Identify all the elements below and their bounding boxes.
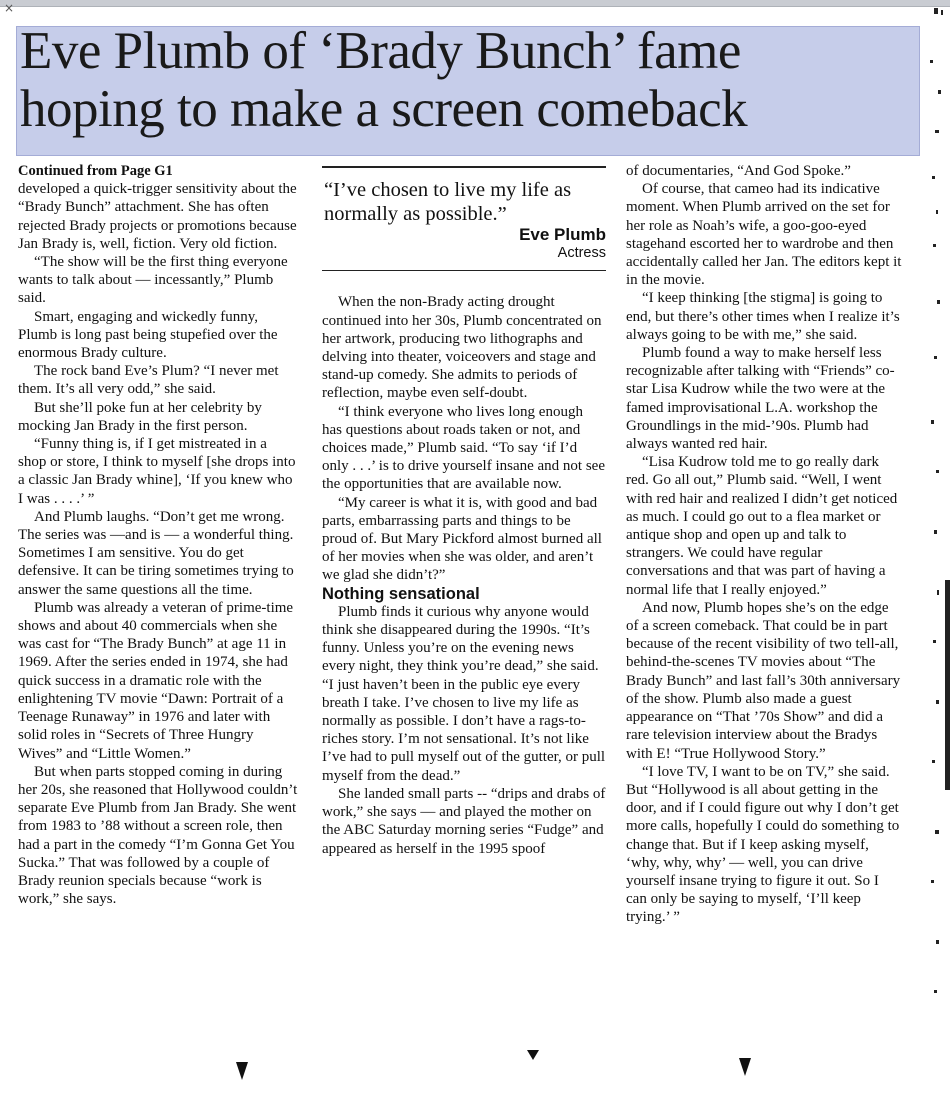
paragraph: She landed small parts -- “drips and drabs of work,” she says — and played the mother on the ABC Saturday morning series “Fudge” and appeared as herself in the 1995 spoof — [322, 785, 606, 857]
paragraph: Plumb finds it curious why anyone would think she disappeared during the 1990s. “It’s funny. Unless you’re on the evening news every night, they think you’re dead,” she said. “I just haven’t been in the public eye every breath I take. I’ve chosen to live my life as normally as possible. I don’t have a rags-to-riches story. I’m not sensational. It’s not like I’ve had to pull myself out of the gutter, or pull myself from the dead.” — [322, 603, 606, 784]
paragraph: “I love TV, I want to be on TV,” she said. But “Hollywood is all about getting in the door, and if I could figure out why I don’t get more calls, hopefully I could do something to change that. But if I keep asking myself, ‘why, why, why’ — well, you can drive yourself insane trying to figure it out. So I can only be saying to myself, ‘I’ll keep trying.’ ” — [626, 763, 900, 926]
paragraph: And now, Plumb hopes she’s on the edge of a screen comeback. That could be in part because of the recent visibility of two tell-all, behind-the-scenes TV movies about “The Brady Bunch” and last fall’s 30th anniversary of the show. Plumb also made a guest appearance on “That ’70s Show” and did a rare television interview about the Bradys with E! “True Hollywood Story.” — [626, 599, 901, 762]
paragraph: Plumb found a way to make herself less recognizable after talking with “Friends” co-star Lisa Kudrow while the two were at the famed improvisational L.A. workshop the Groundlings in the mid-’90s. Plumb had always wanted red hair. — [626, 345, 895, 453]
end-of-column-marker — [739, 1058, 751, 1076]
paragraph: “Lisa Kudrow told me to go really dark red. Go all out,” Plumb said. “Well, I went with red hair and realized I didn’t get noticed as much. I could go out to a flea market or antique shop and open up and talk to strangers. We could have regular conversations and that was part of having a normal life that I really enjoyed.” — [626, 454, 898, 598]
headline-line-2: hoping to make a screen comeback — [20, 80, 748, 138]
paragraph: of documentaries, “And God Spoke.” — [626, 163, 851, 179]
paragraph: “My career is what it is, with good and bad parts, embarrassing parts and things to be proud of. But Mary Pickford almost burned all of her movies when she was older, and aren’t we glad she didn’t?” — [322, 494, 602, 584]
continued-from-line: Continued from Page G1 — [18, 163, 173, 179]
close-icon[interactable]: × — [3, 1, 15, 15]
paragraph: “Funny thing is, if I get mistreated in a shop or store, I think to myself [she drops into a classic Jan Brady whine], ‘If you knew who I was . . . .’ ” — [18, 436, 296, 507]
paragraph: And Plumb laughs. “Don’t get me wrong. The series was —and is — a wonderful thing. Sometimes I am sensitive. You do get defensive. It can be tiring sometimes trying to answer the same questions all the time. — [18, 508, 294, 598]
paragraph: “I keep thinking [the stigma] is going to end, but there’s other times when I realize it’s always going to be with me,” she said. — [626, 290, 900, 343]
article-column-1 — [18, 162, 298, 908]
pull-quote-attribution-role: Actress — [557, 245, 606, 262]
pull-quote-attribution-name: Eve Plumb — [519, 225, 606, 244]
paragraph: Of course, that cameo had its indicative moment. When Plumb arrived on the set for her role as Noah’s wife, a goo-goo-eyed stagehand escorted her to wardrobe and then accidentally called her Jan. The editors kept it in the movie. — [626, 181, 902, 289]
headline — [20, 22, 920, 138]
paragraph: The rock band Eve’s Plum? “I never met them. It’s all very odd,” she said. — [18, 363, 279, 398]
paragraph: developed a quick-trigger sensitivity about the “Brady Bunch” attachment. She has often rejected Brady projects or promotions because Jan Brady is, well, fiction. Very old fiction. — [18, 181, 297, 252]
article-column-3 — [626, 162, 902, 927]
paragraph: But when parts stopped coming in during her 20s, she reasoned that Hollywood couldn’t separate Eve Plumb from Jan Brady. She went from 1983 to ’88 without a screen role, then had a part in the comedy “I’m Gonna Get You Sucka.” That was followed by a couple of Brady reunion specials because “work is work,” she says. — [18, 763, 298, 908]
paragraph: Plumb was already a veteran of prime-time shows and about 40 commercials when she was cast for “The Brady Bunch” at age 11 in 1969. After the series ended in 1974, she had quick success in a dramatic role with the enlightening TV movie “Dawn: Portrait of a Teenage Runaway” in 1976 and later with solid roles in “Secrets of Three Hungry Wives” and “Little Women.” — [18, 599, 294, 762]
paragraph: When the non-Brady acting drought continued into her 30s, Plumb concentrated on her artwork, producing two lithographs and delving into theater, voiceovers and stage and stand-up comedy. She admits to periods of reflection, maybe even self-doubt. — [322, 294, 602, 402]
pull-quote-text: “I’ve chosen to live my life as normally as possible.” — [324, 179, 572, 225]
paragraph: “I think everyone who lives long enough has questions about roads taken or not, and choices made,” Plumb said. “To say ‘if I’d only . . .’ is to drive yourself insane and not see the opportunities that are available now. — [322, 403, 605, 493]
window-top-bar — [0, 0, 950, 7]
paragraph: But she’ll poke fun at her celebrity by mocking Jan Brady in the first person. — [18, 399, 262, 434]
paragraph: “The show will be the first thing everyone wants to talk about — incessantly,” Plumb said. — [18, 254, 288, 307]
article-column-2 — [322, 162, 606, 858]
section-subhead: Nothing sensational — [322, 584, 480, 603]
paragraph: Smart, engaging and wickedly funny, Plumb is long past being stupefied over the enormous Brady culture. — [18, 308, 278, 362]
end-of-column-marker — [527, 1050, 539, 1060]
pull-quote — [322, 166, 606, 271]
end-of-column-marker — [236, 1062, 248, 1080]
headline-line-1: Eve Plumb of ‘Brady Bunch’ fame — [20, 22, 741, 80]
